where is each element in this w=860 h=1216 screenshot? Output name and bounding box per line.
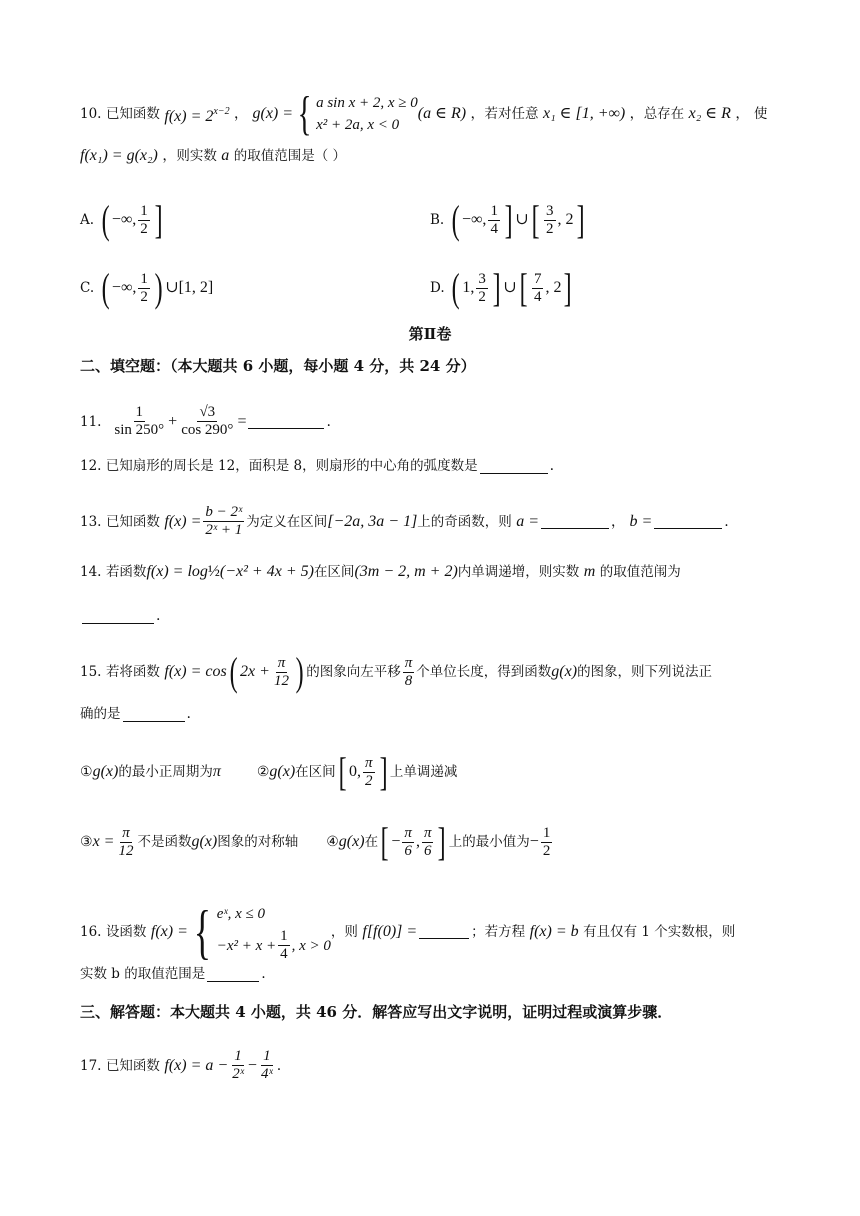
q17-text1: 已知函数 xyxy=(105,1057,160,1074)
q13: 13. 已知函数 f(x) = $\frac{\text{b − 2ˣ}}{\text{2ˣ + 1}}$ 为定义在区间 [−2a, 3a − 1] 上的奇函数，则 a = ， b = . xyxy=(80,504,729,538)
q13-text3: 上的奇函数，则 xyxy=(417,513,512,530)
q10-line1: 10. 已知函数 $f(x) = 2^{x-2}$ ， g(x) = { a sin x + 2, x ≥ 0 x² + 2a, x < 0 (a ∈ R) ， 若对任意 x₁ ∈ [1, +∞) ， 总存在 x₂ ∈ R ， 使 xyxy=(80,87,768,140)
q13-a: a = xyxy=(516,512,540,530)
q16-brace: { xyxy=(193,898,211,965)
q10-x2: x₂ ∈ R xyxy=(688,105,731,122)
q15-s2-marker: ② xyxy=(256,764,270,780)
q15-g: g(x) xyxy=(551,663,578,680)
q17-frac1: $\frac{1}{\text{2ˣ}}$ xyxy=(232,1048,244,1082)
q13-interval: [−2a, 3a − 1] xyxy=(327,512,418,530)
q14-text4: 的取值范闱为 xyxy=(599,564,681,580)
q15-s3-text2: 图象的对称轴 xyxy=(217,834,299,850)
q15-s2-g: g(x) xyxy=(269,763,296,780)
q16-text4: 有且仅有 1 个实数根，则 xyxy=(583,923,736,940)
q15-s2-text1: 在区间 xyxy=(295,764,336,780)
q11-answer-blank[interactable] xyxy=(248,414,324,429)
q14-text3: 内单调递增，则实数 xyxy=(457,564,580,580)
q13-b: b = xyxy=(629,512,653,530)
q15-s4-g: g(x) xyxy=(338,833,365,850)
q15-s4-text1: 在 xyxy=(364,834,379,850)
q14-number: 14. xyxy=(80,564,102,580)
q16-ff: f[f(0)] = xyxy=(362,922,418,940)
q14-fx: f(x) = log xyxy=(146,563,208,580)
q16-answer1-blank[interactable] xyxy=(419,924,469,939)
q14-interval: (3m − 2, m + 2) xyxy=(354,563,458,580)
q15-statements-row2: ③ x = $\frac{\pi}{12}$ 不是函数 g(x) 图象的对称轴 ④ g(x) 在 [ − $\frac{\pi}{6}$ , $\frac{\pi}{6}$ ] 上的最小值为 − $\frac{1}{2}$ xyxy=(80,819,551,864)
q15-statements-row1: ① g(x) 的最小正周期为 π ② g(x) 在区间 [ 0, $\frac{\pi}{2}$ ] 上单调递减 xyxy=(80,749,458,794)
q15-s3-x: x = xyxy=(92,833,115,850)
q10-cases: a sin x + 2, x ≥ 0 x² + 2a, x < 0 xyxy=(316,95,418,133)
q14-text2: 在区间 xyxy=(313,564,355,580)
q10-text5: 则实数 xyxy=(176,148,217,164)
q11-frac2: $\frac{√3}{\cos 290^\circ}$ xyxy=(181,404,234,438)
q15-s3-g: g(x) xyxy=(191,833,218,850)
q10-x1: x₁ ∈ [1, +∞) xyxy=(542,105,626,122)
q10-option-b-frac2: $\frac{3}{2}$ xyxy=(546,202,554,237)
q15-s1-pi: π xyxy=(212,763,221,780)
q13-text1: 已知函数 xyxy=(105,513,160,530)
q17-fx: f(x) = a − xyxy=(164,1056,229,1074)
q15-s1-g: g(x) xyxy=(92,763,119,780)
q16-text1: 设函数 xyxy=(105,923,147,940)
q15-text4: 的图象，则下列说法正 xyxy=(577,664,713,680)
q15-text1: 若将函数 xyxy=(105,664,160,680)
q10-fx: $f(x) = 2^{x-2}$ xyxy=(164,105,230,125)
q15-s2-text2: 上单调递减 xyxy=(389,764,458,780)
q12-answer-blank[interactable] xyxy=(480,459,548,474)
q13-text2: 为定义在区间 xyxy=(246,513,328,530)
q10-brace: { xyxy=(297,87,312,140)
q13-fx: f(x) = xyxy=(164,512,202,530)
q15: 15. 若将函数 f(x) = cos ( 2x + $\frac{\pi}{12}$ ) 的图象向左平移 $\frac{\pi}{8}$ 个单位长度，得到函数 g(x) 的图象，则下列说法正 xyxy=(80,649,713,694)
q12-text: 12. 已知扇形的周长是 12，面积是 8，则扇形的中心角的弧度数是 xyxy=(80,458,478,474)
q11: 11. $\frac{1}{\sin 250^\circ}$ + $\frac{√3}{\cos 290^\circ}$ = . xyxy=(80,404,331,438)
q10-line2: f(x₁) = g(x₂) ， 则实数 a 的取值范围是（ ） xyxy=(80,147,347,164)
q14 xyxy=(80,562,681,582)
q14-text1: 若函数 xyxy=(105,564,147,580)
q16-text5: 实数 b 的取值范围是 xyxy=(80,966,206,982)
q16-number: 16. xyxy=(80,923,102,940)
q15-s3-frac: $\frac{\pi}{12}$ xyxy=(118,824,134,859)
q10-option-d-paren: ( xyxy=(451,265,460,310)
q10-option-d: D. ( 1, $\frac{3}{2}$ ] ∪ [ $\frac{7}{4}$ , 2 ] xyxy=(430,265,573,310)
q10-option-d-frac2: $\frac{7}{4}$ xyxy=(533,270,542,305)
q10-gx: g(x) = xyxy=(252,105,294,122)
q10-option-c: C. ( −∞, $\frac{1}{2}$ ) ∪[1, 2] xyxy=(80,265,214,310)
q14-line2: . xyxy=(80,606,160,626)
q10-text3: 总存在 xyxy=(643,106,685,122)
section3-heading: 三、解答题：本大题共 4 小题，共 46 分．解答应写出文字说明，证明过程或演算步骤． xyxy=(80,1003,673,1021)
q11-frac1: $\frac{1}{\sin 250^\circ}$ xyxy=(114,404,165,438)
q10-eq: f(x₁) = g(x₂) xyxy=(80,147,158,164)
q10-option-b-paren: ( xyxy=(451,197,460,242)
q10-aR: (a ∈ R) xyxy=(417,105,467,122)
q10-option-a-label: A. xyxy=(80,212,95,228)
q10-option-c-label: C. xyxy=(80,280,95,296)
q14-m: m xyxy=(583,563,596,580)
q15-s1-text: 的最小正周期为 xyxy=(118,764,213,780)
q16-answer2-blank[interactable] xyxy=(207,967,259,982)
q16-text3: ；若方程 xyxy=(471,923,526,940)
q15-fx: f(x) = cos xyxy=(164,663,227,680)
q10-text2: 若对任意 xyxy=(484,106,539,122)
q16 xyxy=(80,900,735,963)
q16-text2: ，则 xyxy=(330,923,358,940)
q15-text3: 个单位长度，得到函数 xyxy=(416,664,552,680)
q14-arg: (−x² + 4x + 5) xyxy=(219,563,314,580)
q15-s3-marker: ③ xyxy=(80,834,93,850)
q15-frac-pi12: $\frac{\pi}{12}$ xyxy=(273,654,289,689)
q17-number: 17. xyxy=(80,1057,102,1074)
q15-text2: 的图象向左平移 xyxy=(306,664,401,680)
q16-eq: f(x) = b xyxy=(529,922,579,940)
q15-s4-frac2: $\frac{\pi}{6}$ xyxy=(423,824,432,859)
q15-number: 15. xyxy=(80,664,102,680)
q10-option-a: A. ( −∞, $\frac{1}{2}$ ] xyxy=(80,197,163,242)
q16-cases: eˣ, x ≤ 0 −x² + x + $\frac{1}{4}$ , x > 0 xyxy=(216,906,331,962)
section2-heading: 二、填空题：（本大题共 6 小题，每小题 4 分，共 24 分） xyxy=(80,357,476,375)
q15-text5: 确的是 xyxy=(80,706,121,722)
q10-option-d-frac1: $\frac{3}{2}$ xyxy=(478,270,486,305)
q10-option-c-paren: ( xyxy=(101,265,110,310)
q13-frac: $\frac{\text{b − 2ˣ}}{\text{2ˣ + 1}}$ xyxy=(205,504,243,538)
q13-answer-a-blank[interactable] xyxy=(541,514,609,529)
q15-answer-blank[interactable] xyxy=(123,707,185,722)
q17: 17. 已知函数 f(x) = a − $\frac{1}{\text{2ˣ}}$ − $\frac{1}{\text{4ˣ}}$ . xyxy=(80,1048,282,1082)
q13-answer-b-blank[interactable] xyxy=(654,514,722,529)
q14-base: ½ xyxy=(207,563,220,580)
q16-line2: 实数 b 的取值范围是 . xyxy=(80,966,266,982)
q15-s4-text2: 上的最小值为 xyxy=(448,834,530,850)
q15-frac-pi8: $\frac{\pi}{8}$ xyxy=(404,654,413,689)
q11-number: 11. xyxy=(80,413,102,430)
section2-title: 第Ⅱ卷 xyxy=(408,325,452,343)
q15-s4-frac1: $\frac{\pi}{6}$ xyxy=(404,824,412,859)
q15-line2: 确的是 . xyxy=(80,706,191,722)
q10-text6: 的取值范围是（ ） xyxy=(233,148,347,164)
q10-option-a-paren: ( xyxy=(101,197,110,242)
q15-s3-text1: 不是函数 xyxy=(137,834,192,850)
q12: 12. 已知扇形的周长是 12，面积是 8，则扇形的中心角的弧度数是 . xyxy=(80,458,555,474)
q15-s1-marker: ① xyxy=(80,764,93,780)
q10-a: a xyxy=(221,147,230,164)
q10-text4: 使 xyxy=(753,106,768,122)
q10-text1: 已知函数 xyxy=(105,106,160,122)
q13-number: 13. xyxy=(80,513,102,530)
q10-option-a-frac: $\frac{1}{2}$ xyxy=(140,202,148,237)
q10-number: 10. xyxy=(80,106,102,122)
q10-option-b: B. ( −∞, $\frac{1}{4}$ ] ∪ [ $\frac{3}{2}$ , 2 ] xyxy=(430,197,585,242)
q10-option-c-frac: $\frac{1}{2}$ xyxy=(140,270,148,305)
q10-option-d-label: D. xyxy=(430,280,445,296)
q10-option-b-label: B. xyxy=(430,212,445,228)
q17-frac2: $\frac{1}{\text{4ˣ}}$ xyxy=(260,1048,273,1082)
q10-option-b-frac1: $\frac{1}{4}$ xyxy=(490,202,498,237)
q15-s2-frac: $\frac{\pi}{2}$ xyxy=(365,754,373,789)
q14-answer-blank[interactable] xyxy=(82,609,154,624)
q16-fx: f(x) = xyxy=(150,922,188,940)
q15-s4-frac3: $\frac{1}{2}$ xyxy=(542,824,551,859)
q15-s4-marker: ④ xyxy=(326,834,339,850)
